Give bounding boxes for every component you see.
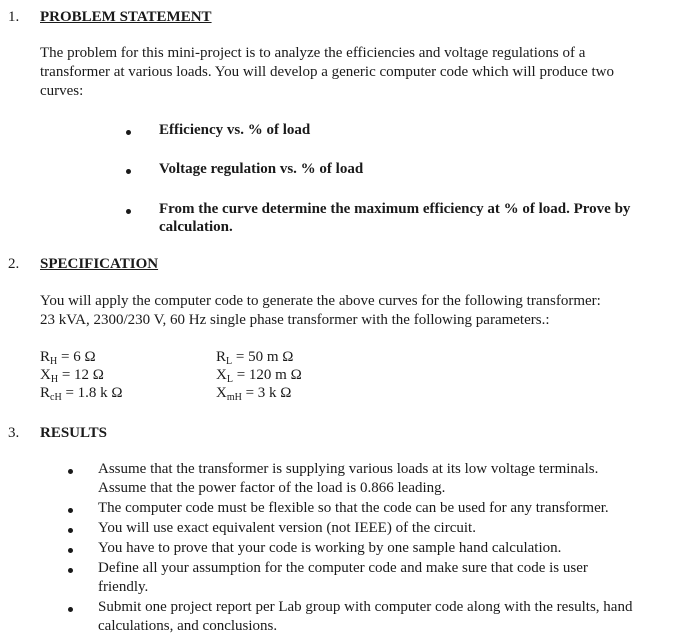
bullet-dot <box>68 568 73 573</box>
bullet-dot <box>68 469 73 474</box>
bullet-dot <box>126 169 131 174</box>
section-1-heading: PROBLEM STATEMENT <box>40 9 212 25</box>
result-line-5: You have to prove that your code is working by one sample hand calculation. <box>98 540 562 556</box>
section-3-number: 3. <box>8 425 20 441</box>
param-rl: $R_L = 50$ m Ω <box>216 349 294 367</box>
result-line-7: friendly. <box>98 579 149 595</box>
section-3-heading: RESULTS <box>40 425 107 441</box>
section-2-intro-line-2: 23 kVA, 2300/230 V, 60 Hz single phase transformer with the following parameters.: <box>40 312 550 328</box>
bullet-dot <box>68 607 73 612</box>
section-1-intro-line-3: curves: <box>40 83 84 99</box>
result-line-6: Define all your assumption for the computer code and make sure that code is user <box>98 560 588 576</box>
param-xmh: $X_{mH} = 3$ k Ω <box>216 385 292 403</box>
bullet-dot <box>126 209 131 214</box>
bullet-dot <box>68 508 73 513</box>
section-1-intro-line-2: transformer at various loads. You will develop a generic computer code which will produce two <box>40 64 615 80</box>
section-2-heading: SPECIFICATION <box>40 256 159 272</box>
param-rh: $R_H = 6$ Ω <box>40 349 96 367</box>
bullet-voltage-regulation: Voltage regulation vs. % of load <box>159 161 364 177</box>
bullet-max-efficiency-line-1: From the curve determine the maximum efficiency at % of load. Prove by <box>159 201 631 217</box>
section-2-intro-line-1: You will apply the computer code to generate the above curves for the following transformer: <box>40 293 601 309</box>
bullet-dot <box>68 528 73 533</box>
section-1-intro-line-1: The problem for this mini-project is to analyze the efficiencies and voltage regulations of a <box>40 45 586 61</box>
bullet-dot <box>68 548 73 553</box>
bullet-efficiency: Efficiency vs. % of load <box>159 122 311 138</box>
result-line-1: Assume that the transformer is supplying various loads at its low voltage terminals. <box>98 461 599 477</box>
result-line-9: calculations, and conclusions. <box>98 618 278 634</box>
result-line-8: Submit one project report per Lab group with computer code along with the results, hand <box>98 599 633 615</box>
section-2-number: 2. <box>8 256 20 272</box>
result-line-2: Assume that the power factor of the load is 0.866 leading. <box>98 480 446 496</box>
param-xh: $X_H = 12$ Ω <box>40 367 104 385</box>
bullet-max-efficiency-line-2: calculation. <box>159 219 233 235</box>
param-rch: $R_{cH} = 1.8$ k Ω <box>40 385 123 403</box>
section-1-number: 1. <box>8 9 20 25</box>
param-xl: $X_L = 120$ m Ω <box>216 367 302 385</box>
bullet-dot <box>126 130 131 135</box>
result-line-4: You will use exact equivalent version (not IEEE) of the circuit. <box>98 520 476 536</box>
result-line-3: The computer code must be flexible so that the code can be used for any transformer. <box>98 500 609 516</box>
